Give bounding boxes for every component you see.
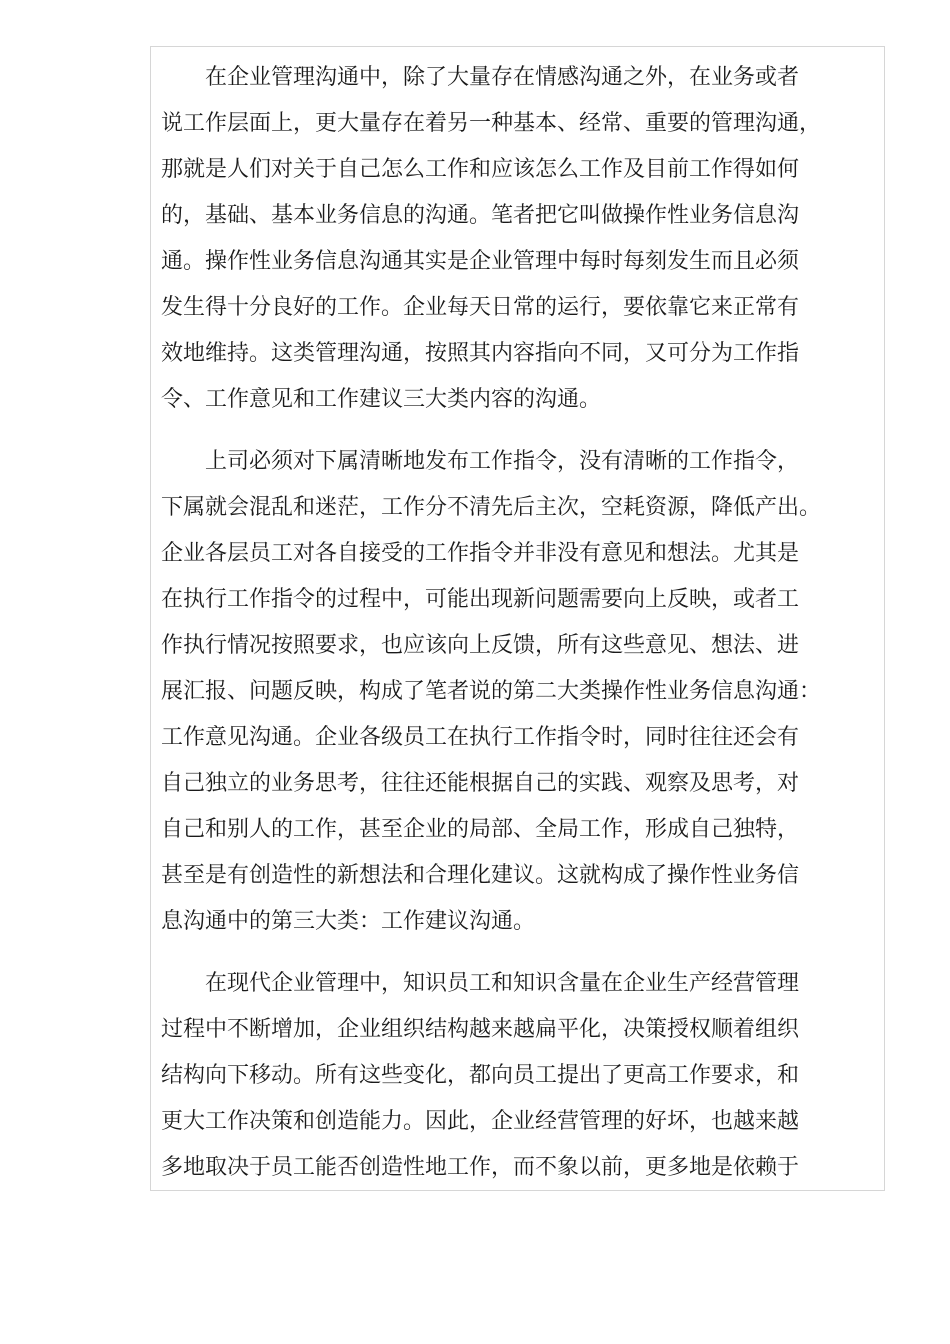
text-line: 发生得十分良好的工作。企业每天日常的运行，要依靠它来正常有 — [161, 295, 800, 320]
paragraph-1 — [161, 55, 876, 423]
document-page — [150, 46, 885, 1191]
text-line: 展汇报、问题反映，构成了笔者说的第二大类操作性业务信息沟通： — [161, 679, 822, 704]
text-line: 效地维持。这类管理沟通，按照其内容指向不同，又可分为工作指 — [161, 341, 800, 366]
text-line: 自己和别人的工作，甚至企业的局部、全局工作，形成自己独特， — [161, 817, 800, 842]
text-line: 那就是人们对关于自己怎么工作和应该怎么工作及目前工作得如何 — [161, 157, 800, 182]
paragraph-2 — [161, 439, 876, 945]
text-line: 多地取决于员工能否创造性地工作，而不象以前，更多地是依赖于 — [161, 1155, 800, 1180]
text-line: 下属就会混乱和迷茫，工作分不清先后主次，空耗资源，降低产出。 — [161, 495, 822, 520]
text-line: 说工作层面上，更大量存在着另一种基本、经常、重要的管理沟通， — [161, 111, 822, 136]
text-line: 企业各层员工对各自接受的工作指令并非没有意见和想法。尤其是 — [161, 541, 800, 566]
text-line: 自己独立的业务思考，往往还能根据自己的实践、观察及思考，对 — [161, 771, 800, 796]
text-line: 通。操作性业务信息沟通其实是企业管理中每时每刻发生而且必须 — [161, 249, 800, 274]
text-line: 甚至是有创造性的新想法和合理化建议。这就构成了操作性业务信 — [161, 863, 800, 888]
paragraph-3 — [161, 961, 876, 1191]
text-line: 过程中不断增加，企业组织结构越来越扁平化，决策授权顺着组织 — [161, 1017, 800, 1042]
text-line: 上司必须对下属清晰地发布工作指令，没有清晰的工作指令， — [205, 449, 800, 474]
document-body — [161, 55, 876, 1191]
text-line: 息沟通中的第三大类：工作建议沟通。 — [161, 909, 536, 934]
text-line: 作执行情况按照要求，也应该向上反馈，所有这些意见、想法、进 — [161, 633, 800, 658]
text-line: 的，基础、基本业务信息的沟通。笔者把它叫做操作性业务信息沟 — [161, 203, 800, 228]
text-line: 工作意见沟通。企业各级员工在执行工作指令时，同时往往还会有 — [161, 725, 800, 750]
text-line: 在执行工作指令的过程中，可能出现新问题需要向上反映，或者工 — [161, 587, 800, 612]
text-line: 在现代企业管理中，知识员工和知识含量在企业生产经营管理 — [205, 971, 800, 996]
text-line: 在企业管理沟通中，除了大量存在情感沟通之外，在业务或者 — [205, 65, 800, 90]
text-line: 结构向下移动。所有这些变化，都向员工提出了更高工作要求，和 — [161, 1063, 800, 1088]
text-line: 更大工作决策和创造能力。因此，企业经营管理的好坏，也越来越 — [161, 1109, 800, 1134]
text-line: 令、工作意见和工作建议三大类内容的沟通。 — [161, 387, 602, 412]
